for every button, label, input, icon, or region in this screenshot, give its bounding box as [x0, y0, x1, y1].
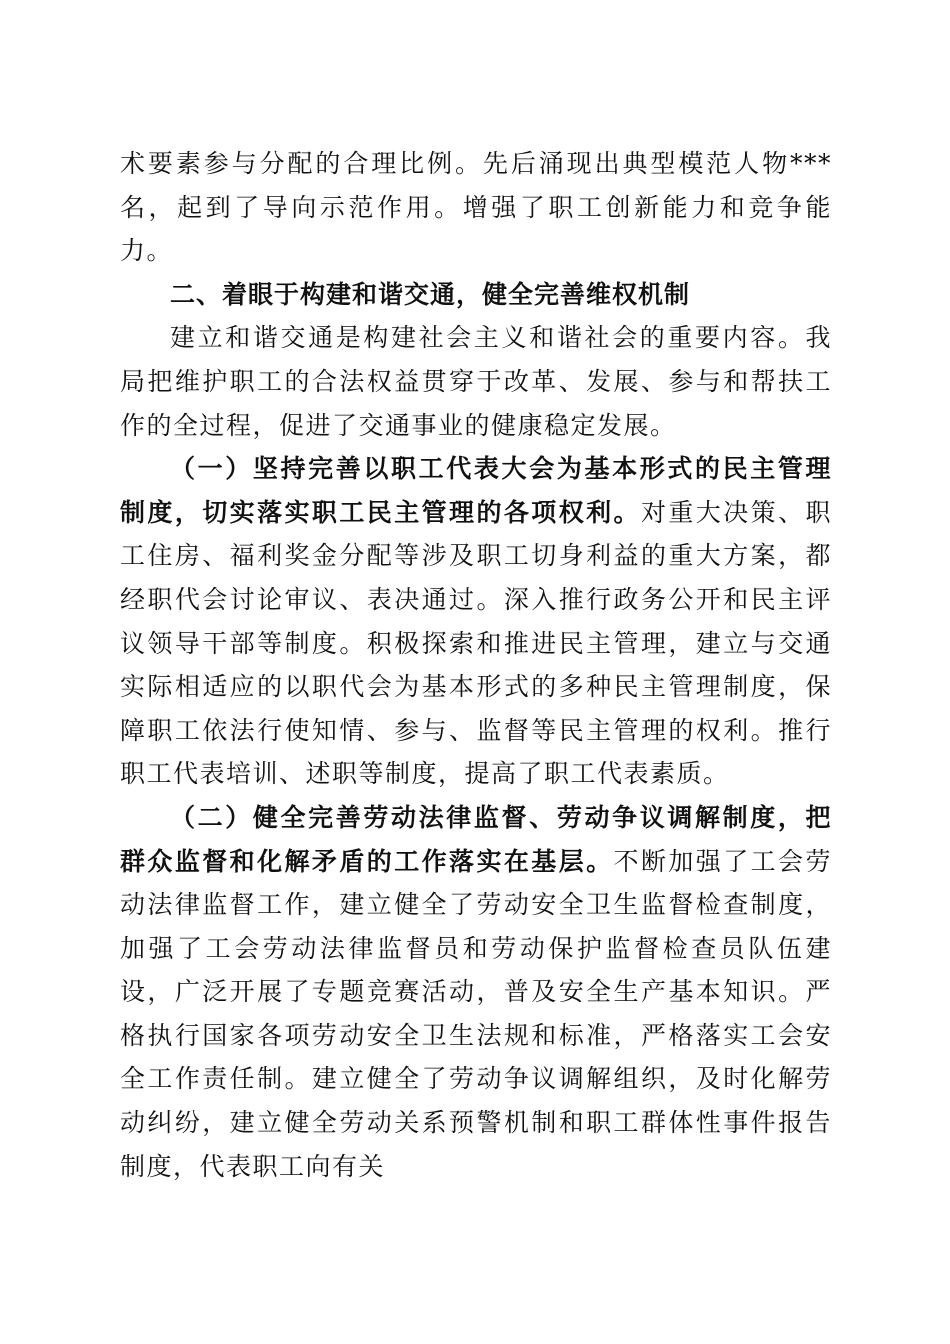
paragraph-item-2: [120, 796, 832, 1188]
item-1-body: 对重大决策、职工住房、福利奖金分配等涉及职工切身利益的重大方案，都经职代会讨论审议、表决通过。深入推行政务公开和民主评议领导干部等制度。积极探索和推进民主管理，建立与交通实际相适应的以职代会为基本形式的多种民主管理制度，保障职工依法行使知情、参与、监督等民主管理的权利。推行职工代表培训、述职等制度，提高了职工代表素质。: [120, 497, 832, 789]
paragraph-item-1: [120, 447, 832, 796]
item-1-lead: （一）坚持完善以职工代表大会为基本形式的民主管理制度，切实落实职工民主管理的各项权利。: [120, 454, 832, 527]
item-2-body: 不断加强了工会劳动法律监督工作，建立健全了劳动安全卫生监督检查制度，加强了工会劳动法律监督员和劳动保护监督检查员队伍建设，广泛开展了专题竞赛活动，普及安全生产基本知识。严格执行国家各项劳动安全卫生法规和标准，严格落实工会安全工作责任制。建立健全了劳动争议调解组织，及时化解劳动纠纷，建立健全劳动关系预警机制和职工群体性事件报告制度，代表职工向有关: [120, 846, 832, 1181]
document-body: [120, 142, 832, 1188]
item-2-lead: （二）健全完善劳动法律监督、劳动争议调解制度，把群众监督和化解矛盾的工作落实在基层。: [120, 802, 832, 876]
paragraph-intro: 建立和谐交通是构建社会主义和谐社会的重要内容。我局把维护职工的合法权益贯穿于改革、发展、参与和帮扶工作的全过程，促进了交通事业的健康稳定发展。: [120, 323, 832, 440]
section-heading: 二、着眼于构建和谐交通，健全完善维权机制: [170, 279, 691, 309]
paragraph-continuation: 术要素参与分配的合理比例。先后涌现出典型模范人物***名，起到了导向示范作用。增强了职工创新能力和竞争能力。: [120, 149, 832, 266]
